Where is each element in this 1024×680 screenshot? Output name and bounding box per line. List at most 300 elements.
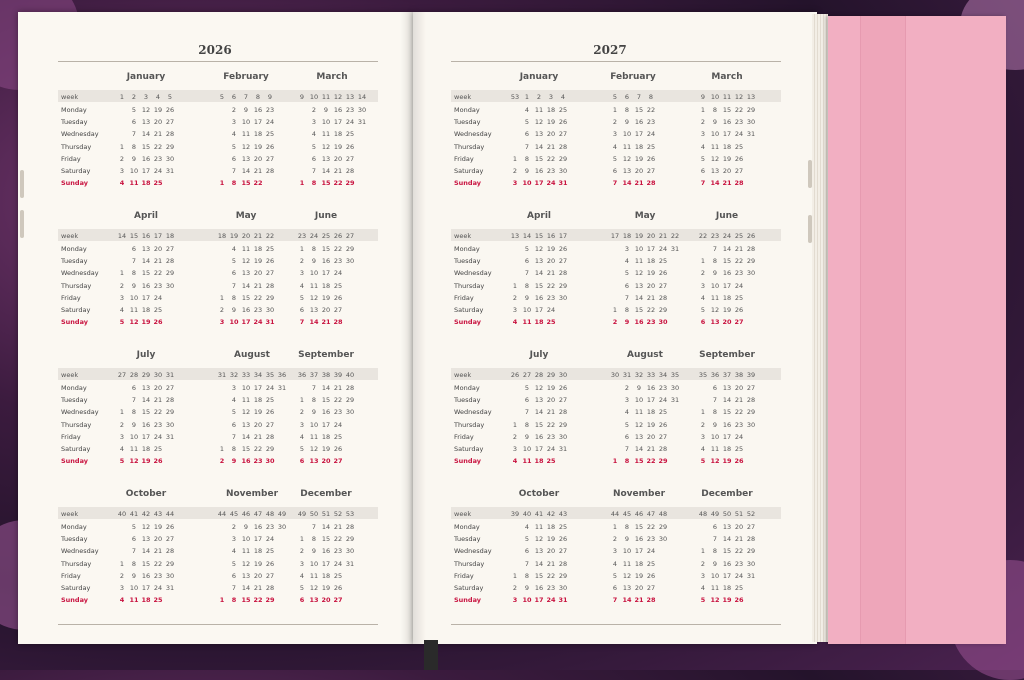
day-number: 1 [299, 396, 305, 405]
day-number: 22 [646, 523, 656, 531]
day-number: 22 [646, 457, 656, 466]
day-number: 27 [558, 547, 568, 556]
day-number: 20 [253, 269, 263, 278]
day-number: 13 [141, 118, 151, 127]
day-number: 25 [546, 318, 556, 327]
day-number: 19 [141, 457, 151, 466]
week-number: 16 [546, 232, 556, 240]
day-number: 7 [712, 245, 718, 253]
day-number: 5 [700, 596, 706, 605]
day-number: 27 [646, 584, 656, 592]
day-number: 15 [722, 408, 732, 417]
day-number: 5 [299, 293, 305, 302]
day-number: 14 [241, 167, 251, 175]
day-number: 8 [524, 281, 530, 290]
day-number: 15 [534, 420, 544, 429]
day-number: 14 [634, 445, 644, 453]
day-number: 1 [512, 571, 518, 580]
day-number: 12 [241, 559, 251, 568]
day-number: 4 [119, 445, 125, 453]
day-number: 16 [141, 154, 151, 163]
day-number: 18 [634, 142, 644, 151]
elastic-band [860, 16, 906, 644]
quarter-block [451, 211, 781, 333]
day-number: 26 [165, 106, 175, 114]
day-number: 26 [658, 269, 668, 278]
page-tab [808, 160, 812, 188]
day-number: 24 [546, 596, 556, 605]
day-number: 3 [119, 432, 125, 441]
day-number: 8 [624, 106, 630, 114]
day-number: 6 [231, 571, 237, 580]
day-number: 3 [512, 596, 518, 605]
day-number: 26 [333, 293, 343, 302]
day-number: 14 [241, 584, 251, 592]
day-number: 17 [241, 318, 251, 327]
week-number: 8 [648, 93, 654, 101]
day-number: 6 [624, 281, 630, 290]
week-number: 18 [165, 232, 175, 240]
week-number: 53 [510, 93, 520, 101]
day-number: 13 [634, 281, 644, 290]
day-number: 1 [299, 535, 305, 544]
day-number: 4 [119, 596, 125, 605]
day-number: 17 [722, 281, 732, 290]
day-number: 2 [299, 547, 305, 556]
day-number: 17 [141, 293, 151, 302]
day-number: 17 [141, 432, 151, 441]
day-number: 26 [734, 306, 744, 314]
week-number: 14 [117, 232, 127, 240]
day-number: 28 [558, 408, 568, 417]
week-number: 27 [522, 371, 532, 379]
day-number: 20 [546, 547, 556, 556]
day-number: 28 [165, 547, 175, 556]
day-number: 5 [700, 457, 706, 466]
week-number: 32 [634, 371, 644, 379]
day-number: 17 [634, 130, 644, 139]
day-number: 29 [746, 257, 756, 266]
week-number: 35 [265, 371, 275, 379]
week-number: 33 [241, 371, 251, 379]
page-tab [808, 215, 812, 243]
day-number: 30 [345, 408, 355, 417]
day-number: 16 [321, 408, 331, 417]
week-number: 24 [722, 232, 732, 240]
day-number: 7 [700, 179, 706, 188]
day-number: 15 [241, 445, 251, 453]
day-number: 4 [231, 245, 237, 253]
day-number: 19 [722, 596, 732, 605]
day-number: 28 [333, 318, 343, 327]
week-number: 48 [265, 510, 275, 518]
day-number: 5 [119, 318, 125, 327]
day-number: 17 [321, 559, 331, 568]
weekday-label: Thursday [454, 420, 485, 429]
day-number: 18 [321, 432, 331, 441]
day-number: 30 [558, 167, 568, 175]
day-number: 1 [700, 106, 706, 114]
week-number: 52 [333, 510, 343, 518]
day-number: 15 [321, 245, 331, 253]
day-number: 23 [734, 559, 744, 568]
day-number: 2 [299, 257, 305, 266]
day-number: 3 [231, 384, 237, 392]
day-number: 9 [243, 106, 249, 114]
day-number: 21 [333, 384, 343, 392]
day-number: 1 [299, 245, 305, 253]
day-number: 5 [624, 269, 630, 278]
week-number: 28 [129, 371, 139, 379]
day-number: 7 [311, 384, 317, 392]
day-number: 17 [646, 245, 656, 253]
week-number: 29 [141, 371, 151, 379]
day-number: 17 [646, 396, 656, 405]
day-number: 17 [722, 571, 732, 580]
day-number: 20 [321, 596, 331, 605]
week-number: 13 [746, 93, 756, 101]
day-number: 4 [624, 257, 630, 266]
day-number: 13 [722, 384, 732, 392]
day-number: 13 [321, 154, 331, 163]
day-number: 3 [231, 535, 237, 544]
day-number: 27 [658, 432, 668, 441]
day-number: 2 [512, 293, 518, 302]
day-number: 1 [612, 306, 618, 314]
day-number: 29 [746, 408, 756, 417]
day-number: 22 [646, 106, 656, 114]
day-number: 2 [512, 432, 518, 441]
week-number: 48 [658, 510, 668, 518]
week-number: 5 [167, 93, 173, 101]
day-number: 23 [734, 269, 744, 278]
day-number: 10 [622, 130, 632, 139]
day-number: 4 [231, 396, 237, 405]
day-number: 22 [153, 269, 163, 278]
day-number: 29 [558, 281, 568, 290]
day-number: 26 [265, 559, 275, 568]
day-number: 25 [265, 130, 275, 139]
day-number: 14 [141, 257, 151, 266]
day-number: 25 [265, 245, 275, 253]
day-number: 29 [165, 408, 175, 417]
day-number: 19 [333, 142, 343, 151]
day-number: 27 [333, 596, 343, 605]
day-number: 10 [634, 245, 644, 253]
day-number: 18 [546, 106, 556, 114]
day-number: 6 [299, 457, 305, 466]
day-number: 5 [231, 142, 237, 151]
day-number: 5 [700, 154, 706, 163]
day-number: 7 [624, 445, 630, 453]
month-name: August [234, 350, 270, 360]
month-name: May [235, 211, 257, 221]
day-number: 27 [746, 384, 756, 392]
day-number: 29 [558, 420, 568, 429]
week-number: 24 [309, 232, 319, 240]
week-number: 9 [267, 93, 273, 101]
day-number: 22 [333, 245, 343, 253]
day-number: 26 [153, 318, 163, 327]
week-number: 25 [734, 232, 744, 240]
day-number: 10 [522, 179, 532, 188]
day-number: 24 [153, 584, 163, 592]
day-number: 14 [722, 396, 732, 405]
day-number: 7 [624, 293, 630, 302]
day-number: 18 [722, 142, 732, 151]
day-number: 6 [231, 420, 237, 429]
day-number: 19 [722, 457, 732, 466]
day-number: 25 [333, 432, 343, 441]
day-number: 1 [612, 457, 618, 466]
day-number: 3 [512, 179, 518, 188]
day-number: 21 [734, 535, 744, 544]
day-number: 29 [345, 535, 355, 544]
day-number: 19 [646, 420, 656, 429]
weekday-label: Saturday [454, 584, 484, 592]
quarter-block [58, 211, 378, 333]
month-name: October [518, 489, 560, 499]
day-number: 6 [612, 584, 618, 592]
day-number: 17 [534, 179, 544, 188]
day-number: 6 [524, 257, 530, 266]
day-number: 3 [119, 293, 125, 302]
day-number: 25 [734, 142, 744, 151]
week-number: 7 [636, 93, 642, 101]
day-number: 11 [309, 432, 319, 441]
day-number: 13 [241, 269, 251, 278]
day-number: 30 [558, 432, 568, 441]
day-number: 16 [333, 106, 343, 114]
day-number: 19 [321, 445, 331, 453]
week-number: 37 [722, 371, 732, 379]
weekday-label: Wednesday [454, 547, 492, 556]
day-number: 4 [299, 281, 305, 290]
day-number: 30 [658, 535, 668, 544]
day-number: 5 [299, 445, 305, 453]
day-number: 3 [119, 167, 125, 175]
day-number: 7 [131, 130, 137, 139]
ribbon-bookmark[interactable] [424, 640, 438, 670]
weekday-label: Sunday [454, 596, 482, 605]
day-number: 28 [558, 269, 568, 278]
day-number: 25 [646, 559, 656, 568]
day-number: 27 [746, 523, 756, 531]
day-number: 14 [309, 318, 319, 327]
day-number: 30 [670, 384, 680, 392]
day-number: 20 [722, 167, 732, 175]
day-number: 14 [141, 547, 151, 556]
weekday-label: Friday [61, 571, 81, 580]
day-number: 30 [165, 281, 175, 290]
day-number: 17 [253, 535, 263, 544]
day-number: 13 [309, 457, 319, 466]
day-number: 4 [700, 142, 706, 151]
day-number: 24 [546, 445, 556, 453]
day-number: 26 [333, 584, 343, 592]
day-number: 27 [646, 167, 656, 175]
day-number: 26 [734, 154, 744, 163]
day-number: 7 [231, 281, 237, 290]
day-number: 21 [722, 179, 732, 188]
day-number: 28 [345, 523, 355, 531]
week-number: 20 [241, 232, 251, 240]
week-number: 19 [229, 232, 239, 240]
day-number: 12 [710, 457, 720, 466]
day-number: 30 [558, 584, 568, 592]
day-number: 29 [746, 106, 756, 114]
day-number: 3 [612, 130, 618, 139]
day-number: 16 [534, 293, 544, 302]
week-number: 19 [634, 232, 644, 240]
day-number: 5 [311, 142, 317, 151]
weekday-label: Tuesday [454, 535, 481, 544]
day-number: 23 [646, 535, 656, 544]
day-number: 23 [734, 420, 744, 429]
day-number: 12 [710, 596, 720, 605]
month-name: December [300, 489, 352, 499]
day-number: 22 [734, 106, 744, 114]
day-number: 16 [321, 257, 331, 266]
week-number: 33 [646, 371, 656, 379]
day-number: 25 [153, 445, 163, 453]
day-number: 12 [241, 257, 251, 266]
weekday-label: Saturday [61, 445, 91, 453]
day-number: 30 [746, 559, 756, 568]
day-number: 31 [277, 384, 287, 392]
day-number: 17 [634, 547, 644, 556]
day-number: 15 [141, 559, 151, 568]
day-number: 23 [265, 523, 275, 531]
week-number: 30 [558, 371, 568, 379]
day-number: 23 [153, 420, 163, 429]
day-number: 30 [277, 523, 287, 531]
day-number: 28 [265, 584, 275, 592]
week-label: week [454, 232, 472, 240]
day-number: 14 [634, 293, 644, 302]
day-number: 11 [309, 571, 319, 580]
month-name: December [701, 489, 753, 499]
day-number: 9 [524, 432, 530, 441]
weekday-label: Thursday [61, 281, 92, 290]
weekday-label: Wednesday [61, 547, 99, 556]
day-number: 4 [624, 408, 630, 417]
day-number: 5 [524, 245, 530, 253]
page-tab [20, 210, 24, 238]
day-number: 16 [241, 306, 251, 314]
weekday-label: Thursday [454, 559, 485, 568]
week-number: 46 [241, 510, 251, 518]
week-number: 22 [698, 232, 708, 240]
day-number: 6 [700, 318, 706, 327]
day-number: 13 [241, 571, 251, 580]
week-number: 38 [321, 371, 331, 379]
week-number: 18 [217, 232, 227, 240]
weekday-label: Wednesday [61, 130, 99, 139]
day-number: 7 [131, 396, 137, 405]
weekday-label: Saturday [61, 584, 91, 592]
day-number: 11 [522, 318, 532, 327]
weekday-label: Saturday [454, 167, 484, 175]
day-number: 10 [634, 396, 644, 405]
day-number: 22 [734, 257, 744, 266]
week-number: 39 [333, 371, 343, 379]
day-number: 16 [253, 106, 263, 114]
day-number: 14 [534, 559, 544, 568]
week-number: 34 [253, 371, 263, 379]
day-number: 12 [141, 106, 151, 114]
day-number: 30 [357, 106, 367, 114]
day-number: 29 [345, 179, 355, 188]
day-number: 12 [634, 269, 644, 278]
day-number: 12 [129, 457, 139, 466]
day-number: 5 [524, 384, 530, 392]
quarter-block [451, 72, 781, 194]
day-number: 15 [722, 106, 732, 114]
day-number: 8 [311, 179, 317, 188]
day-number: 2 [612, 535, 618, 544]
week-number: 20 [646, 232, 656, 240]
day-number: 9 [323, 106, 329, 114]
day-number: 13 [141, 384, 151, 392]
day-number: 11 [622, 142, 632, 151]
day-number: 6 [311, 154, 317, 163]
day-number: 10 [129, 293, 139, 302]
page-bottom-rule [451, 624, 781, 625]
week-number: 34 [658, 371, 668, 379]
page-edges [812, 14, 828, 642]
day-number: 1 [512, 154, 518, 163]
day-number: 9 [624, 535, 630, 544]
day-number: 19 [253, 408, 263, 417]
day-number: 11 [241, 130, 251, 139]
month-name: January [519, 72, 559, 82]
day-number: 21 [153, 130, 163, 139]
day-number: 8 [311, 535, 317, 544]
day-number: 18 [722, 445, 732, 453]
week-number: 40 [117, 510, 127, 518]
day-number: 22 [253, 179, 263, 188]
day-number: 22 [546, 420, 556, 429]
day-number: 23 [253, 457, 263, 466]
day-number: 29 [558, 154, 568, 163]
day-number: 8 [624, 523, 630, 531]
week-number: 50 [722, 510, 732, 518]
day-number: 30 [746, 420, 756, 429]
day-number: 22 [253, 445, 263, 453]
day-number: 22 [546, 154, 556, 163]
day-number: 25 [558, 106, 568, 114]
day-number: 25 [734, 293, 744, 302]
day-number: 18 [141, 445, 151, 453]
day-number: 27 [558, 130, 568, 139]
quarter-block [58, 489, 378, 611]
day-number: 22 [153, 559, 163, 568]
day-number: 13 [710, 318, 720, 327]
day-number: 1 [612, 106, 618, 114]
day-number: 1 [700, 547, 706, 556]
day-number: 30 [345, 257, 355, 266]
day-number: 26 [265, 257, 275, 266]
day-number: 11 [129, 445, 139, 453]
day-number: 6 [524, 396, 530, 405]
week-number: 4 [155, 93, 161, 101]
day-number: 28 [345, 167, 355, 175]
week-number: 40 [345, 371, 355, 379]
quarter-block [451, 489, 781, 611]
day-number: 28 [165, 257, 175, 266]
day-number: 21 [546, 142, 556, 151]
